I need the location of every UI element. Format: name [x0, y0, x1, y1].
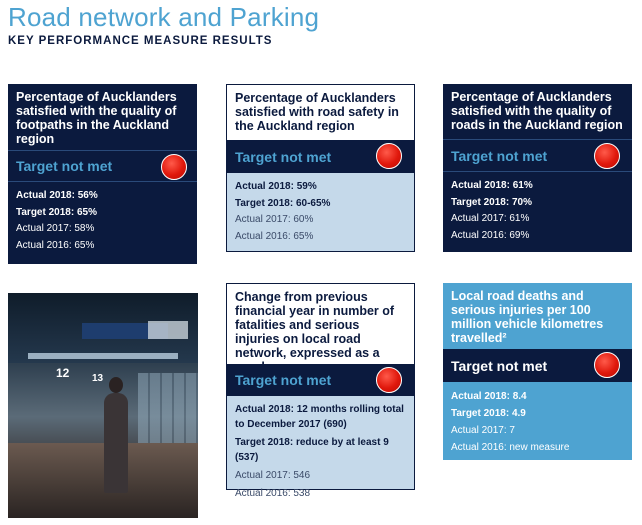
target-2018: Target 2018: reduce by at least 9 (537) [235, 437, 389, 463]
airport-terminal-photo [8, 293, 198, 518]
target-2018: Target 2018: 65% [16, 206, 97, 218]
target-status-label: Target not met [235, 148, 332, 165]
actual-2017: Actual 2017: 546 [235, 470, 311, 481]
target-status-label: Target not met [451, 357, 548, 374]
target-2018: Target 2018: 60-65% [235, 197, 331, 209]
kpi-card-road-safety [226, 84, 415, 252]
actual-2017: Actual 2017: 61% [451, 213, 530, 224]
target-status-row [443, 139, 632, 172]
target-status-label: Target not met [235, 372, 332, 388]
kpi-card-title: Change from previous financial year in number of fatalities and serious injuries on local road network, expressed as a [227, 284, 414, 364]
target-status-row [227, 364, 414, 396]
red-dot-icon [161, 154, 187, 180]
actual-2017: Actual 2017: 58% [16, 223, 95, 234]
actual-2016: Actual 2016: new measure [451, 442, 570, 453]
actual-2016: Actual 2016: 65% [235, 230, 314, 242]
actual-2017: Actual 2017: 60% [235, 214, 314, 225]
red-dot-icon [594, 352, 620, 378]
page-title: Road network and Parking [8, 2, 320, 32]
red-dot-icon [594, 143, 620, 169]
kpi-stats [227, 396, 414, 499]
actual-2018: Actual 2018: 56% [16, 190, 98, 201]
kpi-card-roads-quality [443, 84, 632, 252]
kpi-card-deaths-per-vkt [443, 283, 632, 460]
actual-2017: Actual 2017: 7 [451, 425, 515, 436]
kpi-stats [8, 182, 197, 260]
kpi-card-fatalities-change [226, 283, 415, 499]
kpi-card-title: Percentage of Aucklanders satisfied with the quality of roads in the Auckland region [451, 90, 623, 132]
target-status-row [443, 349, 632, 382]
kpi-card-title: Percentage of Aucklanders satisfied with the quality of footpaths in the Auckland region [16, 90, 177, 146]
kpi-stats [443, 172, 632, 250]
target-2018: Target 2018: 4.9 [451, 408, 526, 419]
actual-2018: Actual 2018: 61% [451, 180, 533, 191]
target-status-row [227, 140, 414, 173]
target-status-row [8, 150, 197, 182]
photo-sign-number: 12 [56, 366, 70, 380]
kpi-stats [443, 382, 632, 462]
kpi-stats [227, 173, 414, 251]
actual-2016: Actual 2016: 69% [451, 229, 530, 241]
red-dot-icon [376, 367, 402, 393]
actual-2018: Actual 2018: 12 months rolling total to December 2017 (690) [235, 404, 404, 430]
kpi-card-title: Percentage of Aucklanders satisfied with road safety in the Auckland region [227, 85, 414, 140]
actual-2018: Actual 2018: 8.4 [451, 391, 527, 402]
photo-sign-number: 13 [92, 373, 104, 384]
kpi-card-footpaths [8, 84, 197, 264]
actual-2016: Actual 2016: 538 [235, 488, 311, 499]
red-dot-icon [376, 143, 402, 169]
page-subtitle: KEY PERFORMANCE MEASURE RESULTS [8, 35, 273, 47]
target-status-label: Target not met [16, 158, 113, 174]
target-2018: Target 2018: 70% [451, 196, 532, 208]
target-status-label: Target not met [451, 147, 548, 164]
actual-2016: Actual 2016: 65% [16, 239, 95, 251]
kpi-card-title: Local road deaths and serious injuries per 100 million vehicle kilometres travelled² [451, 289, 604, 345]
actual-2018: Actual 2018: 59% [235, 181, 317, 192]
